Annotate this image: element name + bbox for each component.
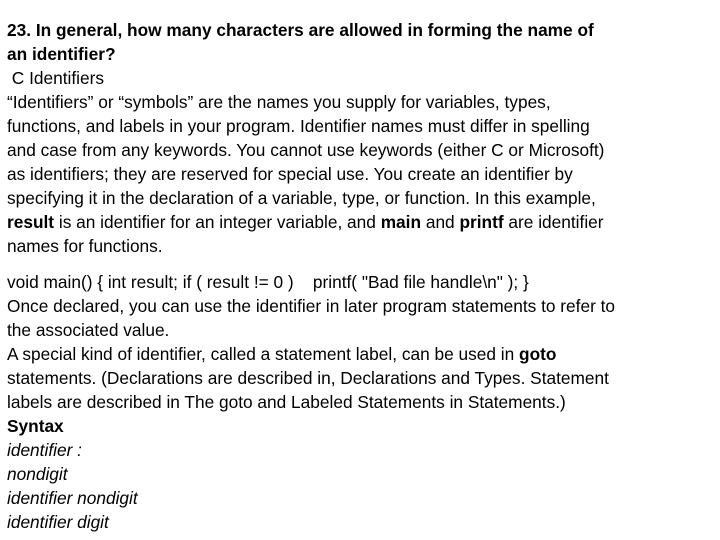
- paragraph1-line-5: specifying it in the declaration of a variable, type, or function. In this example,: [7, 188, 596, 208]
- code-example: void main() { int result; if ( result != 0 ) printf( "Bad file handle\n" ); }: [7, 272, 529, 292]
- keyword-printf: printf: [459, 212, 504, 232]
- paragraph1-line-6: [7, 210, 713, 234]
- syntax-rule-2: [7, 462, 713, 486]
- paragraph1-line-3: and case from any keywords. You cannot use keywords (either C or Microsoft): [7, 140, 605, 160]
- syntax-rule-2-text: nondigit: [7, 464, 68, 484]
- paragraph-gap: [7, 258, 713, 270]
- syntax-rule-1: [7, 438, 713, 462]
- paragraph3-line-3: labels are described in The goto and Labeled Statements in Statements.): [7, 392, 566, 412]
- syntax-title: Syntax: [7, 416, 64, 436]
- paragraph3-line-2: statements. (Declarations are described in, Declarations and Types. Statement: [7, 368, 609, 388]
- paragraph3-line-1-text: A special kind of identifier, called a statement label, can be used in: [7, 344, 520, 364]
- paragraph1-line-1: “Identifiers” or “symbols” are the names you supply for variables, types,: [7, 92, 551, 112]
- question-line-2: an identifier?: [7, 44, 116, 64]
- syntax-rule-4: [7, 510, 713, 534]
- syntax-rule-1-text: identifier :: [7, 440, 82, 460]
- syntax-rule-3-text: identifier nondigit: [7, 488, 138, 508]
- paragraph2-line-2: the associated value.: [7, 320, 170, 340]
- document-page: [7, 18, 713, 534]
- paragraph2-line-1: Once declared, you can use the identifier in later program statements to refer to: [7, 296, 616, 316]
- question-line-1: 23. In general, how many characters are allowed in forming the name of: [7, 20, 594, 40]
- paragraph1-line-4: as identifiers; they are reserved for special use. You create an identifier by: [7, 164, 573, 184]
- paragraph1-line-2: functions, and labels in your program. Identifier names must differ in spelling: [7, 116, 590, 136]
- paragraph3-line-1: [7, 342, 713, 366]
- paragraph1-line-6-text-b: and: [421, 212, 460, 232]
- paragraph1-line-7: names for functions.: [7, 236, 163, 256]
- keyword-goto: goto: [519, 344, 557, 364]
- syntax-rule-4-text: identifier digit: [7, 512, 109, 532]
- syntax-rule-3: [7, 486, 713, 510]
- paragraph1-line-6-text-a: is an identifier for an integer variable, and: [54, 212, 381, 232]
- keyword-main: main: [380, 212, 422, 232]
- keyword-result: result: [7, 212, 55, 232]
- paragraph1-line-6-text-c: are identifier: [503, 212, 604, 232]
- section-title: C Identifiers: [7, 68, 105, 88]
